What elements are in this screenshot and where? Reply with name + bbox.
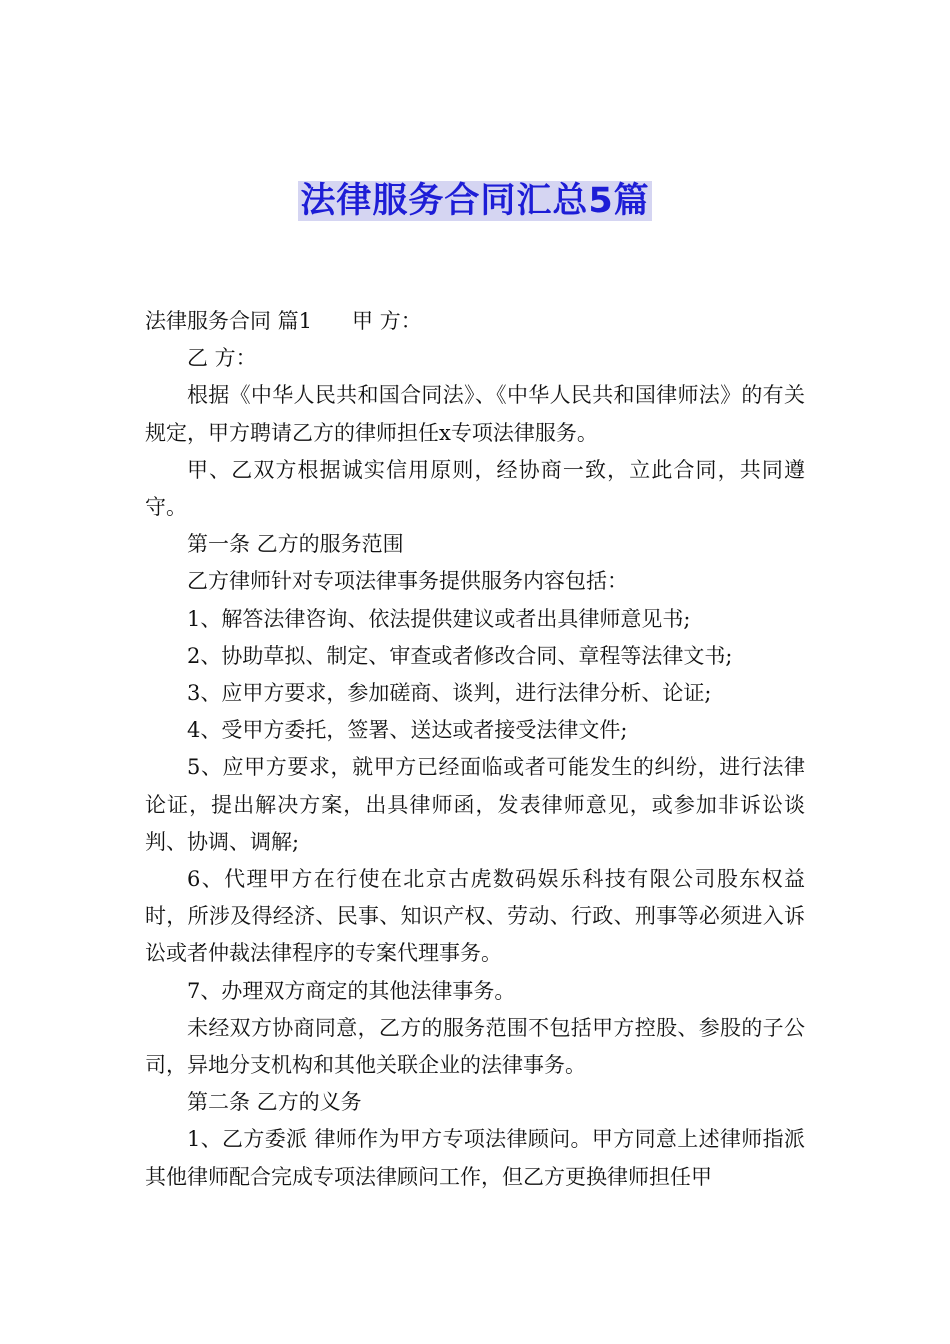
paragraph: 未经双方协商同意，乙方的服务范围不包括甲方控股、参股的子公司，异地分支机构和其他关联企业的法律事务。 xyxy=(145,1015,805,1078)
document-title xyxy=(0,176,950,226)
contract-label: 法律服务合同 篇1 xyxy=(145,309,313,333)
list-item: 5、应甲方要求，就甲方已经面临或者可能发生的纠纷，进行法律论证，提出解决方案，出具律师函，发表律师意见，或参加非诉讼谈判、协调、调解; xyxy=(145,755,805,854)
contract-heading-line xyxy=(145,303,805,340)
list-item: 4、受甲方委托，签署、送达或者接受法律文件; xyxy=(187,718,628,743)
list-item: 7、办理双方商定的其他法律事务。 xyxy=(187,978,516,1003)
list-item: 1、解答法律咨询、依法提供建议或者出具律师意见书; xyxy=(187,606,691,631)
list-item: 2、协助草拟、制定、审查或者修改合同、章程等法律文书; xyxy=(187,643,733,668)
document-body xyxy=(145,303,805,1196)
party-a-label: 甲 方： xyxy=(352,309,422,333)
list-item: 6、代理甲方在行使在北京古虎数码娱乐科技有限公司股东权益时，所涉及得经济、民事、知识产权、劳动、行政、刑事等必须进入诉讼或者仲裁法律程序的专案代理事务。 xyxy=(145,867,805,966)
section-heading: 第一条 乙方的服务范围 xyxy=(187,532,404,557)
paragraph: 乙方律师针对专项法律事务提供服务内容包括： xyxy=(187,569,628,594)
paragraph: 甲、乙双方根据诚实信用原则，经协商一致，立此合同，共同遵守。 xyxy=(145,457,805,520)
document-title-text: 法律服务合同汇总5篇 xyxy=(300,181,650,221)
section-heading: 第二条 乙方的义务 xyxy=(187,1090,362,1115)
list-item: 1、乙方委派 律师作为甲方专项法律顾问。甲方同意上述律师指派其他律师配合完成专项法律顾问工作，但乙方更换律师担任甲 xyxy=(145,1127,805,1189)
paragraph: 乙 方： xyxy=(187,346,257,371)
list-item: 3、应甲方要求，参加磋商、谈判，进行法律分析、论证; xyxy=(187,681,712,706)
paragraph: 根据《中华人民共和国合同法》、《中华人民共和国律师法》的有关规定，甲方聘请乙方的律师担任x专项法律服务。 xyxy=(145,383,805,445)
